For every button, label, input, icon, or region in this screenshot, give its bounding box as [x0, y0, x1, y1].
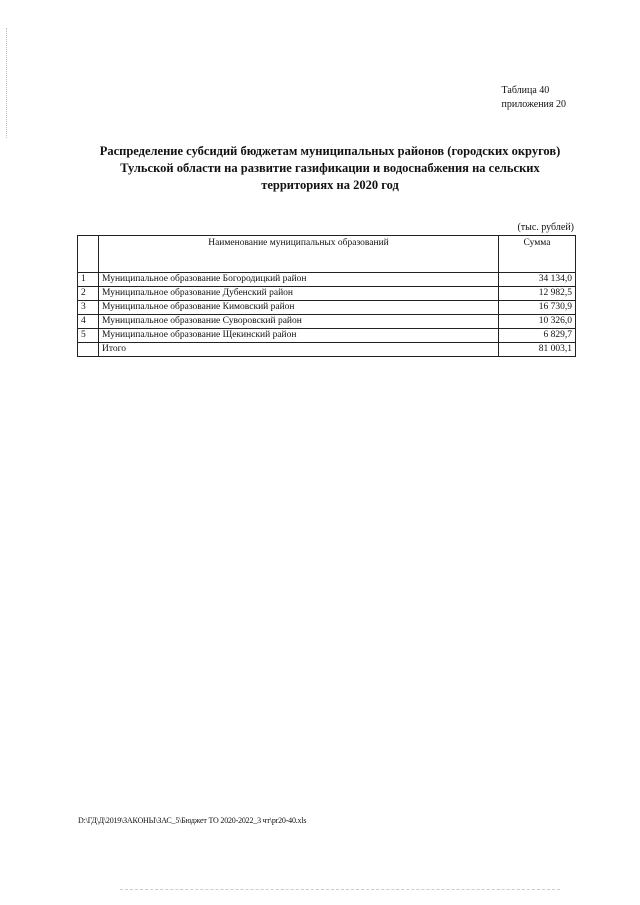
- total-label: Итого: [99, 343, 499, 357]
- table-row: [78, 273, 576, 287]
- row-name: Муниципальное образование Богородицкий район: [99, 273, 499, 287]
- row-sum: 16 730,9: [499, 301, 576, 315]
- row-number: 1: [78, 273, 99, 287]
- appendix-number: приложения 20: [501, 99, 566, 110]
- title-line-2: Тульской области на развитие газификации и водоснабжения на сельских: [120, 161, 540, 175]
- row-number: 3: [78, 301, 99, 315]
- table-header-row: [78, 236, 576, 273]
- row-sum: 6 829,7: [499, 329, 576, 343]
- scan-margin-marks: [6, 28, 15, 138]
- title-line-3: территориях на 2020 год: [261, 178, 399, 192]
- document-title: [80, 143, 580, 194]
- total-number-cell: [78, 343, 99, 357]
- header-name-cell: Наименование муниципальных образований: [99, 236, 499, 273]
- units-label: (тыс. рублей): [517, 222, 574, 233]
- row-sum: 34 134,0: [499, 273, 576, 287]
- row-name: Муниципальное образование Кимовский район: [99, 301, 499, 315]
- table-total-row: [78, 343, 576, 357]
- table-reference: [502, 84, 566, 112]
- table-row: [78, 287, 576, 301]
- header-num-cell: [78, 236, 99, 273]
- row-name: Муниципальное образование Суворовский район: [99, 315, 499, 329]
- table-row: [78, 315, 576, 329]
- row-number: 5: [78, 329, 99, 343]
- row-number: 4: [78, 315, 99, 329]
- table-number: Таблица 40: [501, 85, 550, 96]
- row-number: 2: [78, 287, 99, 301]
- row-name: Муниципальное образование Дубенский район: [99, 287, 499, 301]
- total-sum: 81 003,1: [499, 343, 576, 357]
- subsidy-table: [77, 235, 576, 357]
- file-path-footer: D:\ГД\Д\2019\ЗАКОНЫ\ЗАС_5\Бюджет ТО 2020-2022_3 чт\pr20-40.xls: [78, 816, 307, 825]
- row-sum: 10 326,0: [499, 315, 576, 329]
- scan-bottom-line: [120, 889, 560, 890]
- header-sum-cell: Сумма: [499, 236, 576, 273]
- table-row: [78, 329, 576, 343]
- title-line-1: Распределение субсидий бюджетам муниципальных районов (городских округов): [99, 144, 561, 158]
- table-row: [78, 301, 576, 315]
- row-sum: 12 982,5: [499, 287, 576, 301]
- row-name: Муниципальное образование Щекинский район: [99, 329, 499, 343]
